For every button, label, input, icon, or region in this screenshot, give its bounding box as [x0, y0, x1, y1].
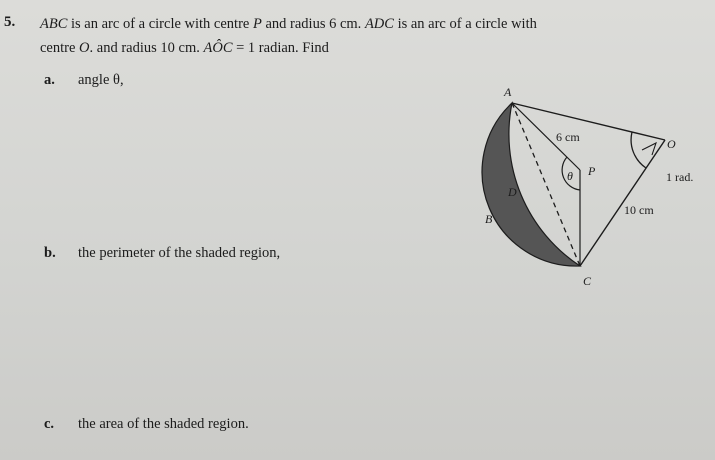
part-c-label: c. [44, 416, 55, 432]
arc-adc-label: ADC [364, 16, 394, 32]
part-c-text: the area of the shaded region. [78, 416, 249, 432]
point-d-label: D [508, 185, 517, 199]
theta-label: θ [567, 169, 573, 183]
radius-10cm-label: 10 cm [624, 203, 654, 217]
question-number: 5. [4, 14, 16, 30]
angle-arrow-icon [642, 143, 656, 155]
arc-abc-label: ABC [40, 16, 68, 32]
part-a-text: angle θ, [78, 72, 124, 88]
one-rad-label: 1 rad. [666, 170, 694, 184]
point-b-label: B [485, 212, 493, 226]
shaded-region [482, 103, 580, 266]
part-b-label: b. [44, 245, 56, 261]
centre-p-label: P [252, 16, 262, 32]
point-c-label: C [583, 274, 592, 288]
radius-oa [512, 103, 665, 140]
radius-6cm-label: 6 cm [556, 130, 580, 144]
point-a-label: A [504, 85, 512, 99]
point-o-label: O [667, 137, 676, 151]
angle-aoc-label: AÔC [203, 40, 233, 56]
question-text-line-2: centre O. and radius 10 cm. AÔC = 1 radian. Find [40, 40, 329, 56]
centre-o-label: O [79, 40, 90, 56]
point-p-label: P [588, 164, 596, 178]
part-b-text: the perimeter of the shaded region, [78, 245, 281, 261]
one-radian-angle-arc [631, 132, 646, 168]
question-text-line-1: ABC is an arc of a circle with centre P and radius 6 cm. ADC is an arc of a circle with [40, 16, 537, 32]
part-a-label: a. [44, 72, 55, 88]
